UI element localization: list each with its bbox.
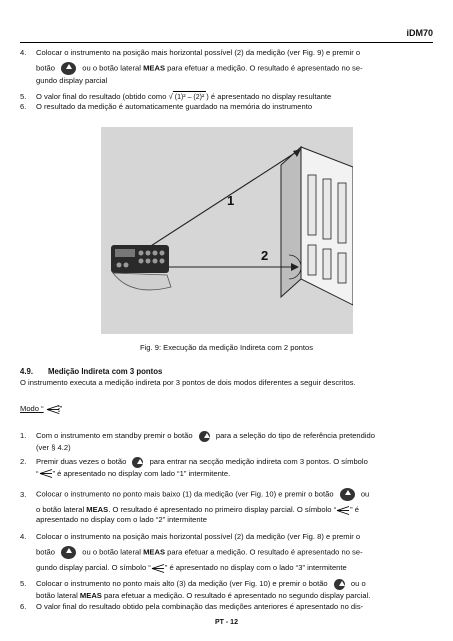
top-item-5: 5. O valor final do resultado (obtido como √ (1)² – (2)² ) é apresentado no display resultante: [20, 92, 332, 101]
func-button-icon: [132, 457, 143, 468]
page-number: PT - 12: [215, 619, 238, 626]
figure-label-2: 2: [261, 248, 269, 263]
step-2: 2. Premir duas vezes o botão para entrar na secção medição indireta com 3 pontos. O símbolo “ ” é apresentado no display com lado “1” intermitente.: [20, 457, 368, 478]
step-4: 4. Colocar o instrumento na posição mais horizontal possível (2) da medição (ver Fig. 8) e premir o botão ou o botão lateral MEAS para efetuar a medição. O resultado é apresentado no se- gundo display parcial. O símbolo “ ” é apresentado no display com o lado “3” intermitente: [20, 532, 363, 572]
meas-button-icon: [61, 62, 76, 75]
three-point-symbol-icon: [151, 564, 165, 573]
model-name: iDM70: [406, 28, 433, 38]
figure-9: [101, 127, 353, 334]
three-point-symbol-icon: [46, 405, 60, 414]
formula: (1)² – (2)²: [173, 91, 207, 103]
three-point-symbol-icon: [39, 469, 53, 478]
indirect-measurement-illustration: [101, 127, 353, 334]
sqrt-icon: √: [168, 92, 173, 101]
meas-button-icon: [340, 488, 355, 501]
top-item-4: 4. Colocar o instrumento na posição mais horizontal possível (2) da medição (ver Fig. 9) e premir o botão ou o botão lateral MEAS para efetuar a medição. O resultado é apresentado no se- gundo display parcial: [20, 48, 363, 85]
meas-button-icon: [61, 546, 76, 559]
page-header: [20, 28, 433, 43]
mode-label: Modo “ ”: [20, 404, 63, 413]
figure-caption: Fig. 9: Execução da medição Indireta com 2 pontos: [139, 343, 314, 352]
three-point-symbol-icon: [336, 506, 350, 515]
meas-button-icon: [334, 579, 345, 590]
top-item-6: 6. O resultado da medição é automaticamente guardado na memória do instrumento: [20, 102, 313, 111]
figure-label-1: 1: [227, 193, 235, 208]
step-5: 5. Colocar o instrumento no ponto mais alto (3) da medição (ver Fig. 10) e premir o botão ou o botão lateral MEAS para efetuar a medição. O resultado é apresentado no segundo display parcial.: [20, 579, 371, 600]
step-1: 1. Com o instrumento em standby premir o botão para a seleção do tipo de referência pretendido (ver § 4.2): [20, 431, 376, 452]
step-6: 6. O valor final do resultado obtido pela combinação das medições anteriores é apresentado no dis-: [20, 602, 364, 611]
step-3: 3. Colocar o instrumento no ponto mais baixo (1) da medição (ver Fig. 10) e premir o botão ou o botão lateral MEAS. O resultado é apresentado no primeiro display parcial. O símbolo “ ” é apresentado no display com o lado “2” intermitente: [20, 489, 370, 524]
section-intro: O instrumento executa a medição indireta por 3 pontos de dois modos diferentes a seguir descritos.: [20, 378, 356, 387]
section-heading: 4.9. Medição Indireta com 3 pontos: [20, 367, 163, 376]
mode-button-icon: [199, 431, 210, 442]
